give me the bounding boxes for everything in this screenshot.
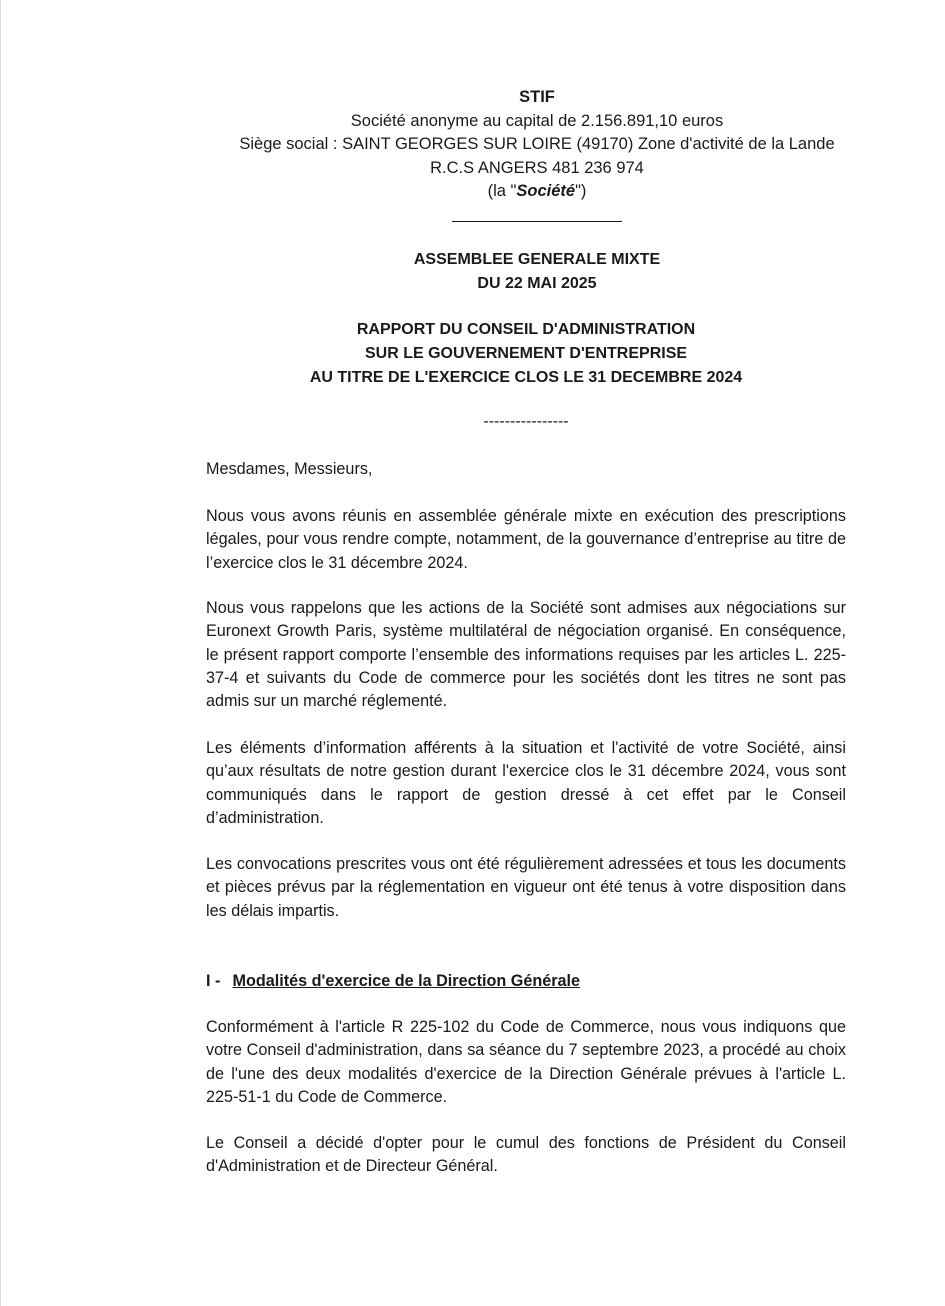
report-title-line3: AU TITRE DE L'EXERCICE CLOS LE 31 DECEMBRE 2024: [309, 369, 743, 386]
section1-paragraph-1: [206, 1016, 846, 1109]
paragraph-text: Nous vous avons réunis en assemblée générale mixte en exécution des prescriptions légales, pour vous rendre compte, notamment, de la gouvernance d’entreprise au titre de l’exercice clos le 31 décembre 2024.: [206, 507, 846, 572]
section-heading-1: [206, 969, 580, 993]
section-number: I -: [206, 972, 221, 990]
alias-word: Société: [516, 182, 576, 200]
alias-suffix: "): [575, 182, 587, 200]
company-name: STIF: [519, 88, 555, 106]
company-alias: [0, 180, 945, 204]
section-title: Modalités d'exercice de la Direction Générale: [232, 972, 581, 990]
meeting-title-line1: ASSEMBLEE GENERALE MIXTE: [413, 251, 661, 268]
paragraph-text: Conformément à l'article R 225-102 du Code de Commerce, nous vous indiquons que votre Conseil d'administration, dans sa séance du 7 septembre 2023, a procédé au choix de l'une des deux modalités d'exercice de la Direction Générale prévues à l'article L. 225-51-1 du Code de Commerce.: [206, 1018, 846, 1106]
salutation-text: Mesdames, Messieurs,: [206, 460, 373, 478]
meeting-title: [0, 248, 945, 296]
company-header: [0, 86, 945, 229]
paragraph-text: Nous vous rappelons que les actions de la Société sont admises aux négociations sur Euronext Growth Paris, système multilatéral de négociation organisé. En conséquence, le présent rapport comporte l’ensemble des informations requises par les articles L. 225-37-4 et suivants du Code de commerce pour les sociétés dont les titres ne sont pas admis sur un marché réglementé.: [206, 599, 846, 711]
paragraph-text: Le Conseil a décidé d'opter pour le cumul des fonctions de Président du Conseil d'Administration et de Directeur Général.: [206, 1134, 846, 1176]
company-registered-office: Siège social : SAINT GEORGES SUR LOIRE (49170) Zone d'activité de la Lande: [239, 135, 835, 153]
header-rule: [452, 221, 622, 222]
title-separator: ----------------: [483, 413, 569, 430]
report-title-line2: SUR LE GOUVERNEMENT D'ENTREPRISE: [364, 345, 688, 362]
report-title: [0, 318, 945, 390]
section1-paragraph-2: [206, 1132, 846, 1179]
paragraph-text: Les convocations prescrites vous ont été régulièrement adressées et tous les documents et pièces prévus par la réglementation en vigueur ont été tenus à votre disposition dans les délais impartis.: [206, 855, 846, 920]
meeting-title-line2: DU 22 MAI 2025: [477, 275, 597, 292]
company-capital: Société anonyme au capital de 2.156.891,10 euros: [350, 111, 724, 130]
intro-paragraph-4: [206, 853, 846, 923]
intro-paragraph-3: [206, 737, 846, 830]
company-rcs: R.C.S ANGERS 481 236 974: [430, 158, 644, 177]
paragraph-text: Les éléments d’information afférents à la situation et l'activité de votre Société, ainsi qu’aux résultats de notre gestion durant l'exercice clos le 31 décembre 2024, vous sont communiqués dans le rapport de gestion dressé à cet effet par le Conseil d’administration.: [206, 739, 846, 827]
report-title-line1: RAPPORT DU CONSEIL D'ADMINISTRATION: [356, 321, 696, 338]
intro-paragraph-2: [206, 597, 846, 713]
salutation: [206, 458, 846, 481]
alias-prefix: (la ": [487, 182, 517, 200]
intro-paragraph-1: [206, 505, 846, 575]
